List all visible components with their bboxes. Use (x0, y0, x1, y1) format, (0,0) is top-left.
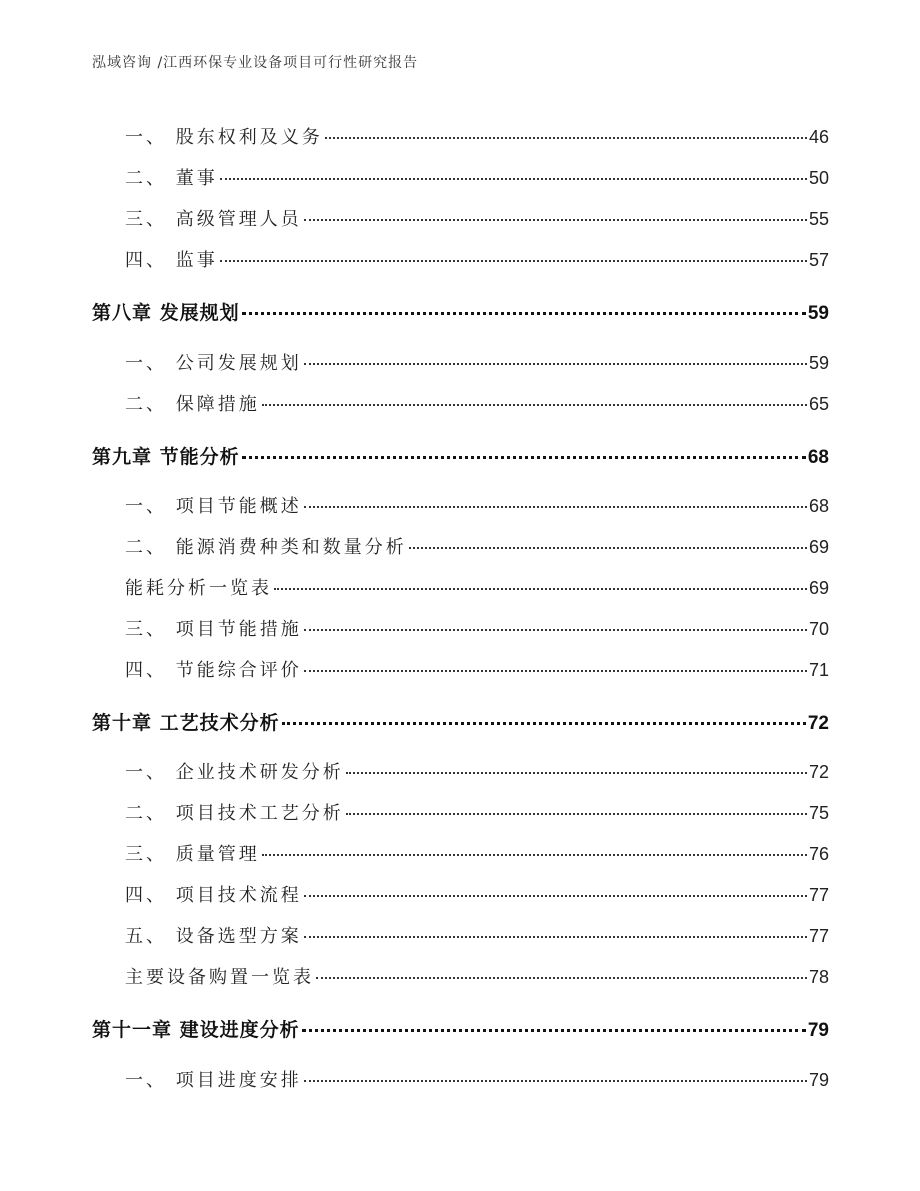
dot-leader (304, 201, 807, 221)
dot-leader (282, 703, 806, 725)
toc-entry-page: 70 (808, 619, 829, 639)
toc-entry-page: 79 (808, 1070, 829, 1090)
toc-entry-title: 一、 公司发展规划 (125, 353, 302, 374)
dot-leader (220, 242, 807, 262)
toc-chapter-page: 72 (807, 713, 829, 734)
toc-entry-title: 五、 设备选型方案 (125, 926, 302, 947)
toc-entry-page: 46 (808, 127, 829, 147)
dot-leader (304, 345, 807, 365)
toc-entry[interactable] (125, 840, 829, 866)
toc-entry-title: 四、 监事 (125, 250, 218, 271)
dot-leader (316, 959, 807, 979)
toc-entry-title: 一、 项目节能概述 (125, 496, 302, 517)
toc-entry[interactable] (125, 1066, 829, 1092)
toc-entry-page: 75 (808, 803, 829, 823)
header-divider (92, 80, 828, 81)
dot-leader (304, 488, 807, 508)
toc-entry-page: 77 (808, 926, 829, 946)
toc-entry[interactable] (125, 758, 829, 784)
toc-entry-title: 主要设备购置一览表 (125, 967, 314, 988)
toc-entry-title: 四、 项目技术流程 (125, 885, 302, 906)
toc-entry-title: 二、 董事 (125, 168, 218, 189)
toc-entry-title: 一、 项目进度安排 (125, 1070, 302, 1091)
toc-entry-page: 72 (808, 762, 829, 782)
toc-entry[interactable] (125, 390, 829, 416)
toc-entry-page: 65 (808, 394, 829, 414)
toc-entry[interactable] (125, 492, 829, 518)
toc-chapter-page: 68 (807, 447, 829, 468)
toc-entry-page: 55 (808, 209, 829, 229)
toc-entry[interactable] (125, 574, 829, 600)
dot-leader (346, 754, 807, 774)
toc-entry-title: 二、 能源消费种类和数量分析 (125, 537, 407, 558)
toc-chapter-entry[interactable] (92, 707, 829, 735)
toc-entry[interactable] (125, 246, 829, 272)
toc-entry-title: 一、 股东权利及义务 (125, 127, 323, 148)
dot-leader (220, 160, 807, 180)
toc-entry-page: 76 (808, 844, 829, 864)
toc-entry-page: 69 (808, 578, 829, 598)
toc-chapter-entry[interactable] (92, 297, 829, 325)
dot-leader (242, 437, 806, 459)
toc-entry-title: 四、 节能综合评价 (125, 660, 302, 681)
dot-leader (262, 386, 807, 406)
toc-entry[interactable] (125, 615, 829, 641)
toc-entry-page: 77 (808, 885, 829, 905)
toc-entry-title: 一、 企业技术研发分析 (125, 762, 344, 783)
toc-chapter-entry[interactable] (92, 441, 829, 469)
dot-leader (346, 795, 807, 815)
page-header: 泓域咨询 /江西环保专业设备项目可行性研究报告 (92, 55, 419, 71)
toc-entry-title: 三、 高级管理人员 (125, 209, 302, 230)
toc-entry[interactable] (125, 656, 829, 682)
toc-entry-page: 57 (808, 250, 829, 270)
toc-entry-title: 三、 质量管理 (125, 844, 260, 865)
toc-entry-page: 69 (808, 537, 829, 557)
dot-leader (302, 1010, 806, 1032)
dot-leader (304, 918, 807, 938)
toc-entry-title: 二、 项目技术工艺分析 (125, 803, 344, 824)
toc-entry[interactable] (125, 799, 829, 825)
toc-entry[interactable] (125, 349, 829, 375)
toc-chapter-title: 第十一章 建设进度分析 (92, 1019, 300, 1041)
dot-leader (274, 570, 807, 590)
toc-chapter-entry[interactable] (92, 1014, 829, 1042)
toc-chapter-page: 59 (807, 303, 829, 324)
toc-entry[interactable] (125, 881, 829, 907)
dot-leader (409, 529, 807, 549)
toc-entry-page: 59 (808, 353, 829, 373)
dot-leader (304, 652, 807, 672)
toc-entry[interactable] (125, 123, 829, 149)
toc-entry-page: 68 (808, 496, 829, 516)
toc-chapter-title: 第八章 发展规划 (92, 302, 240, 324)
dot-leader (304, 1062, 807, 1082)
toc-entry-page: 78 (808, 967, 829, 987)
toc-entry[interactable] (125, 164, 829, 190)
dot-leader (325, 119, 807, 139)
dot-leader (242, 293, 806, 315)
toc-entry-title: 能耗分析一览表 (125, 578, 272, 599)
toc-entry[interactable] (125, 533, 829, 559)
toc-chapter-title: 第九章 节能分析 (92, 446, 240, 468)
toc-entry-page: 71 (808, 660, 829, 680)
toc-entry[interactable] (125, 205, 829, 231)
toc-entry-title: 三、 项目节能措施 (125, 619, 302, 640)
dot-leader (262, 836, 807, 856)
toc-entry-page: 50 (808, 168, 829, 188)
toc-entry[interactable] (125, 963, 829, 989)
toc-chapter-page: 79 (807, 1020, 829, 1041)
dot-leader (304, 877, 807, 897)
toc-entry[interactable] (125, 922, 829, 948)
dot-leader (304, 611, 807, 631)
toc-chapter-title: 第十章 工艺技术分析 (92, 712, 280, 734)
toc-entry-title: 二、 保障措施 (125, 394, 260, 415)
